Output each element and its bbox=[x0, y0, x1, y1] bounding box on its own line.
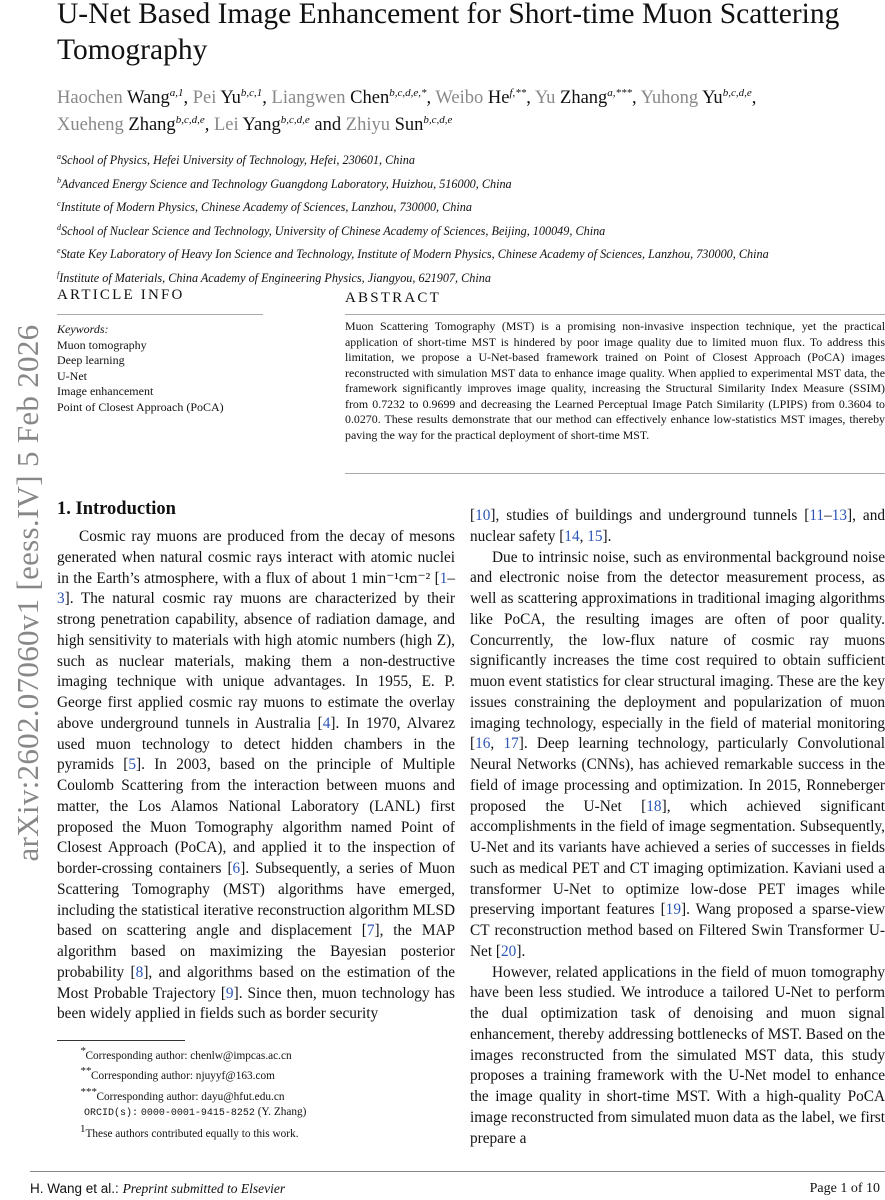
author-affil-marks: b,c,d,e bbox=[280, 114, 310, 127]
author-last-name: Wang bbox=[127, 88, 170, 109]
divider bbox=[345, 473, 885, 474]
author-last-name: He bbox=[487, 88, 510, 109]
affiliation: $^b$Advanced Energy Science and Technology Guangdong Laboratory, Huizhou, 516000, China bbox=[57, 175, 512, 191]
paragraph: [10], studies of buildings and underground tunnels [11–13], and nuclear safety [14, 15]. bbox=[470, 507, 885, 545]
affiliation: $^d$School of Nuclear Science and Technology, University of Chinese Academy of Sciences, Beijing, 100049, China bbox=[57, 222, 606, 238]
affiliation: $^a$School of Physics, Hefei University of Technology, Hefei, 230601, China bbox=[57, 152, 415, 168]
footnotes bbox=[80, 1044, 306, 1142]
citation-link[interactable]: 9 bbox=[225, 984, 234, 1002]
author-affil-marks: f,** bbox=[509, 87, 527, 99]
author-first-name: Lei bbox=[213, 115, 243, 136]
footnote-text: Corresponding author: dayu@hfut.edu.cn bbox=[96, 1090, 285, 1103]
author-last-name: Yu bbox=[702, 88, 723, 109]
citation-link[interactable]: 10 bbox=[475, 507, 491, 524]
footer-left bbox=[30, 1181, 285, 1197]
author-affil-marks: b,c,d,e bbox=[423, 114, 453, 127]
footnote-divider bbox=[57, 1040, 185, 1041]
author-conjunction: and bbox=[309, 115, 346, 136]
citation-link[interactable]: 1 bbox=[439, 569, 448, 587]
abstract-text: Muon Scattering Tomography (MST) is a promising non-invasive inspection technique, yet the practical application of short-time MST is hindered by poor image quality due to limited muon flux. To address this limitation, we propose a U-Net-based framework trained on Point of Closest Approach (PoCA) images reconstructed with simulation MST data to enhance image quality. When applied to experimental MST data, the framework significantly improves image quality, increasing the Structural Similarity Index Measure (SSIM) from 0.7232 to 0.9699 and decreasing the Learned Perceptual Image Patch Similarity (LPIPS) from 0.3604 to 0.0270. These results demonstrate that our method can effectively enhance low-statistics MST images, thereby paving the way for the practical deployment of short-time MST. bbox=[345, 319, 885, 442]
arxiv-stamp[interactable]: arXiv:2602.07060v1 [eess.IV] 5 Feb 2026 bbox=[10, 324, 45, 862]
keywords bbox=[57, 322, 224, 416]
right-column bbox=[470, 506, 885, 1149]
citation-link[interactable]: 19 bbox=[665, 901, 681, 919]
footnote-mark: *** bbox=[80, 1085, 97, 1098]
author-last-name: Yang bbox=[242, 115, 281, 136]
divider bbox=[57, 314, 263, 315]
affiliation: $^c$Institute of Modern Physics, Chinese Academy of Sciences, Lanzhou, 730000, China bbox=[57, 199, 472, 215]
left-column bbox=[57, 527, 455, 1025]
citation-link[interactable]: 3 bbox=[57, 590, 65, 608]
keyword: Deep learning bbox=[57, 353, 125, 368]
footnote bbox=[80, 1122, 306, 1142]
citation-link[interactable]: 13 bbox=[831, 507, 848, 524]
author-last-name: Chen bbox=[350, 88, 390, 109]
affiliation: $^f$Institute of Materials, China Academy of Engineering Physics, Jiangyou, 621907, China bbox=[57, 269, 491, 285]
citation-link[interactable]: 4 bbox=[322, 714, 331, 732]
paragraph: Due to intrinsic noise, such as environmental background noise and electronic noise from the detector measurement process, as well as scattering approximations in traditional imaging algorithms like PoCA, the resulting images are often of poor quality. Concurrently, the low-flux nature of cosmic ray muons significantly increases the time cost required to obtain sufficient muon event statistics for clear structural imaging. These are the key issues constraining the deployment and popularization of muon imaging technology, especially in the field of material monitoring [16, 17]. Deep learning technology, particularly Convolutional Neural Networks (CNNs), has achieved remarkable success in the field of image processing and optimization. In 2015, Ronneberger proposed the U-Net [18], which achieved significant accomplishments in the field of image segmentation. Subsequently, U-Net and its variants have achieved a series of successes in fields such as medical PET and CT imaging optimization. Kaviani used a transformer U-Net to optimize low-dose PET images while preserving important features [19]. Wang proposed a sparse-view CT reconstruction method based on Filtered Swin Transformer U-Net [20]. bbox=[470, 548, 885, 960]
citation-link[interactable]: 17 bbox=[503, 735, 519, 753]
footnote-mark: * bbox=[80, 1045, 86, 1057]
orcid-link[interactable]: 0000-0001-9415-8252 bbox=[140, 1108, 255, 1120]
author-affil-marks: b,c,d,e bbox=[722, 87, 752, 99]
author-first-name: Weibo bbox=[435, 88, 488, 109]
footnote-text: These authors contributed equally to this work. bbox=[85, 1127, 299, 1140]
keyword: Muon tomography bbox=[57, 337, 147, 352]
citation-link[interactable]: 15 bbox=[587, 527, 603, 545]
author-affil-marks: b,c,d,e,* bbox=[389, 87, 427, 99]
author-first-name: Zhiyu bbox=[345, 115, 395, 136]
author-last-name: Zhang bbox=[128, 115, 176, 136]
keywords-label: Keywords: bbox=[57, 322, 109, 336]
author bbox=[435, 88, 526, 108]
citation-link[interactable]: 18 bbox=[646, 797, 662, 815]
author bbox=[641, 88, 752, 108]
author-first-name: Liangwen bbox=[271, 88, 351, 109]
citation-link[interactable]: 7 bbox=[366, 922, 375, 940]
affiliation: $^e$State Key Laboratory of Heavy Ion Science and Technology, Institute of Modern Physics, Chinese Academy of Sciences, Lanzhou, 730000, China bbox=[57, 246, 769, 262]
keyword: Point of Closest Approach (PoCA) bbox=[57, 399, 224, 414]
author bbox=[346, 115, 453, 135]
footnote bbox=[80, 1064, 306, 1084]
author-first-name: Haochen bbox=[57, 88, 128, 109]
page-number: Page 1 of 10 bbox=[809, 1181, 880, 1196]
footnote bbox=[80, 1105, 306, 1122]
author-last-name: Zhang bbox=[560, 88, 608, 109]
author-list: Haochen Wang$^{a,1}$, Pei Yu$^{b,c,1}$, Liangwen Chen$^{b,c,d,e,*}$, Weibo $He^{f,**}$, Yu Zhang$^{a,***}$, Yuhong Yu$^{b,c,d,e}$, Xueheng Zhang$^{b,c,d,e}$, Lei Yang$^{b,c,d,e}$ and Zhiyu Sun$^{b,c,d,e}$ bbox=[57, 87, 757, 136]
footnote-mark: 1 bbox=[80, 1122, 86, 1135]
abstract-heading: ABSTRACT bbox=[345, 290, 441, 306]
footnote bbox=[80, 1044, 306, 1064]
footer-authors: H. Wang et al.: bbox=[30, 1181, 119, 1196]
footnote-text: Corresponding author: chenlw@impcas.ac.cn bbox=[85, 1049, 292, 1062]
citation-link[interactable]: 8 bbox=[135, 963, 144, 981]
section-heading: 1. Introduction bbox=[57, 499, 176, 519]
citation-link[interactable]: 6 bbox=[232, 860, 241, 877]
citation-link[interactable]: 14 bbox=[564, 527, 580, 545]
author-first-name: Xueheng bbox=[57, 115, 129, 136]
author bbox=[272, 88, 427, 108]
footnote-text: (Y. Zhang) bbox=[257, 1106, 307, 1119]
citation-link[interactable]: 16 bbox=[475, 735, 491, 753]
citation-link[interactable]: 11 bbox=[809, 507, 825, 524]
author bbox=[535, 88, 632, 108]
footnote bbox=[80, 1085, 306, 1105]
author-affil-marks: a,*** bbox=[607, 87, 633, 99]
divider bbox=[345, 314, 885, 315]
paragraph: However, related applications in the field of muon tomography have been less studied. We introduce a tailored U-Net to perform the dual optimization task of denoising and muon signal enhancement, thereby addressing bottlenecks of MST. Based on the images reconstructed from the simulated MST data, this study proposes a training framework with the U-Net model to enhance the image quality in short-time MST. With a high-quality PoCA image reconstructed from simulated muon data as the label, we first prepare a bbox=[470, 963, 885, 1147]
author-affil-marks: b,c,1 bbox=[240, 87, 263, 99]
affiliations bbox=[57, 147, 877, 288]
citation-link[interactable]: 20 bbox=[501, 942, 517, 960]
paragraph: Cosmic ray muons are produced from the decay of mesons generated when natural cosmic rays interact with atomic nuclei in the Earth’s atmosphere, with a flux of about 1 min⁻¹cm⁻² [1–3]. The natural cosmic ray muons are characterized by their strong penetration capability, absence of radiation damage, and high sensitivity to materials with high atomic numbers (high Z), such as nuclear materials, making them a non-destructive imaging technique with unique advantages. In 1955, E. P. George first applied cosmic ray muons to estimate the overlay above underground tunnels in Australia [4]. In 1970, Alvarez used muon technology to detect hidden chambers in the pyramids [5]. In 2003, based on the principle of Multiple Coulomb Scattering from the interaction between muons and matter, the Los Alamos National Laboratory (LANL) first proposed the Muon Tomography algorithm named Point of Closest Approach (PoCA), and applied it to the inspection of border-crossing containers [6]. Subsequently, a series of Muon Scattering Tomography (MST) algorithms have emerged, including the statistical iterative reconstruction algorithm MLSD based on scattering angle and displacement [7], the MAP algorithm based on maximizing the Bayesian posterior probability [8], and algorithms based on the estimation of the Most Probable Trajectory [9]. Since then, muon technology has been widely applied in fields such as border security bbox=[57, 528, 456, 1023]
author bbox=[214, 115, 310, 135]
author-first-name: Pei bbox=[192, 88, 221, 109]
footnote-mark: ** bbox=[80, 1065, 91, 1078]
keyword: U-Net bbox=[57, 368, 87, 383]
author bbox=[57, 115, 205, 135]
citation-link[interactable]: 5 bbox=[128, 756, 136, 774]
author-last-name: Sun bbox=[394, 115, 424, 136]
article-info-heading: ARTICLE INFO bbox=[57, 287, 185, 303]
footer-divider bbox=[30, 1171, 885, 1172]
author bbox=[57, 88, 184, 108]
footnote-text: Corresponding author: njuyyf@163.com bbox=[91, 1070, 275, 1083]
author-last-name: Yu bbox=[220, 88, 241, 109]
footer-venue: Preprint submitted to Elsevier bbox=[122, 1181, 286, 1196]
keyword: Image enhancement bbox=[57, 384, 154, 399]
author-affil-marks: b,c,d,e bbox=[175, 114, 205, 127]
author bbox=[193, 88, 263, 108]
author-affil-marks: a,1 bbox=[169, 87, 184, 99]
author-first-name: Yuhong bbox=[640, 88, 703, 109]
author-first-name: Yu bbox=[534, 88, 561, 109]
paper-title: U-Net Based Image Enhancement for Short-time Muon Scattering Tomography bbox=[57, 0, 840, 66]
orcid-label: ORCID(s): bbox=[84, 1108, 139, 1120]
